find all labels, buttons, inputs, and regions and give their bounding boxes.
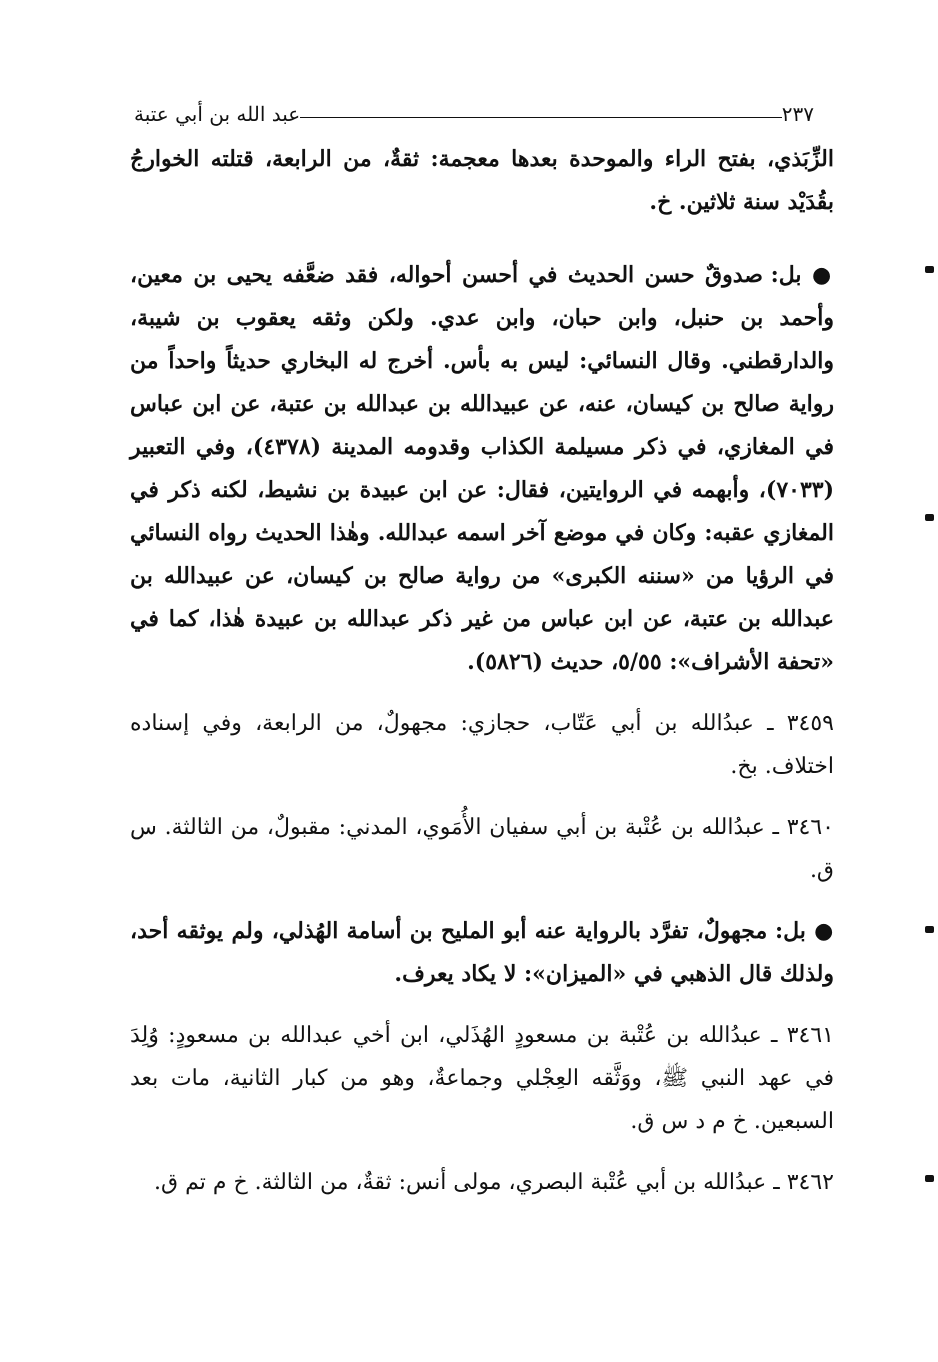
annotation-paragraph [130, 910, 834, 996]
entry-continuation [130, 138, 834, 224]
bullet-icon: ● [811, 262, 834, 288]
annotation-paragraph [130, 254, 834, 684]
entry-3460 [130, 806, 834, 892]
paragraph-text: ٣٤٦٠ ـ عبدُالله بن عُتْبة بن أبي سفيان الأُمَوي، المدني: مقبولٌ، من الثالثة. س ق. [130, 815, 834, 883]
margin-mark [925, 266, 934, 273]
page-body [130, 138, 834, 1222]
entry-3461 [130, 1014, 834, 1143]
paragraph-text: ٣٤٥٩ ـ عبدُالله بن أبي عَتّاب، حجازي: مجهولٌ، من الرابعة، وفي إسناده اختلاف. بخ. [130, 711, 834, 779]
margin-mark [925, 514, 934, 521]
entry-3459 [130, 702, 834, 788]
margin-mark [925, 926, 934, 933]
paragraph-text: بل: مجهولٌ، تفرَّد بالرواية عنه أبو المليح بن أسامة الهُذلي، ولم يوثقه أحد، ولذلك قال الذهبي في «الميزان»: لا يكاد يعرف. [130, 918, 834, 987]
bullet-icon: ● [814, 918, 834, 944]
page-number: ٢٣٧ [781, 102, 814, 126]
entry-3462 [130, 1161, 834, 1204]
header-rule [300, 117, 782, 118]
paragraph-text: بل: صدوقٌ حسن الحديث في أحسن أحواله، فقد ضعَّفه يحيى بن معين، وأحمد بن حنبل، وابن حبان، وابن عدي. ولكن وثقه يعقوب بن شيبة، والدارقطني. وقال النسائي: ليس به بأس. أخرج له البخاري حديثاً واحداً من رواية صالح بن كيسان، عنه، عن عبيدالله بن عبدالله بن عتبة، عن ابن عباس في المغازي، في ذكر مسيلمة الكذاب وقدومه المدينة (٤٣٧٨)، وفي التعبير (٧٠٣٣)، وأبهمه في الروايتين، فقال: عن ابن عبيدة بن نشيط، لكنه ذكر في المغازي عقبه: وكان في موضع آخر اسمه عبدالله. وهٰذا الحديث رواه النسائي في الرؤيا من «سننه الكبرى» من رواية صالح بن كيسان، عن عبيدالله بن عبدالله بن عتبة، عن ابن عباس من غير ذكر عبدالله بن عبيدة هٰذا، كما في «تحفة الأشراف»: ٥/٥٥، حديث (٥٨٢٦). [130, 262, 834, 675]
paragraph-text: ٣٤٦١ ـ عبدُالله بن عُتْبة بن مسعودٍ الهُذَلي، ابن أخي عبدالله بن مسعودٍ: وُلِدَ في عهد النبي ﷺ، ووَثَّقه العِجْلي وجماعةٌ، وهو من كبار الثانية، مات بعد السبعين. خ م د س ق. [130, 1023, 834, 1134]
page-header [124, 96, 824, 126]
paragraph-text: ٣٤٦٢ ـ عبدُالله بن أبي عُتْبة البصري، مولى أنس: ثقةٌ، من الثالثة. خ م تم ق. [154, 1170, 834, 1195]
margin-mark [925, 1175, 934, 1182]
running-title: عبد الله بن أبي عتبة [134, 102, 301, 126]
paragraph-text: الزِّبَذي، بفتح الراء والموحدة بعدها معجمة: ثقةٌ، من الرابعة، قتلته الخوارجُ بقُدَيْد سنة ثلاثين. خ. [130, 146, 834, 215]
